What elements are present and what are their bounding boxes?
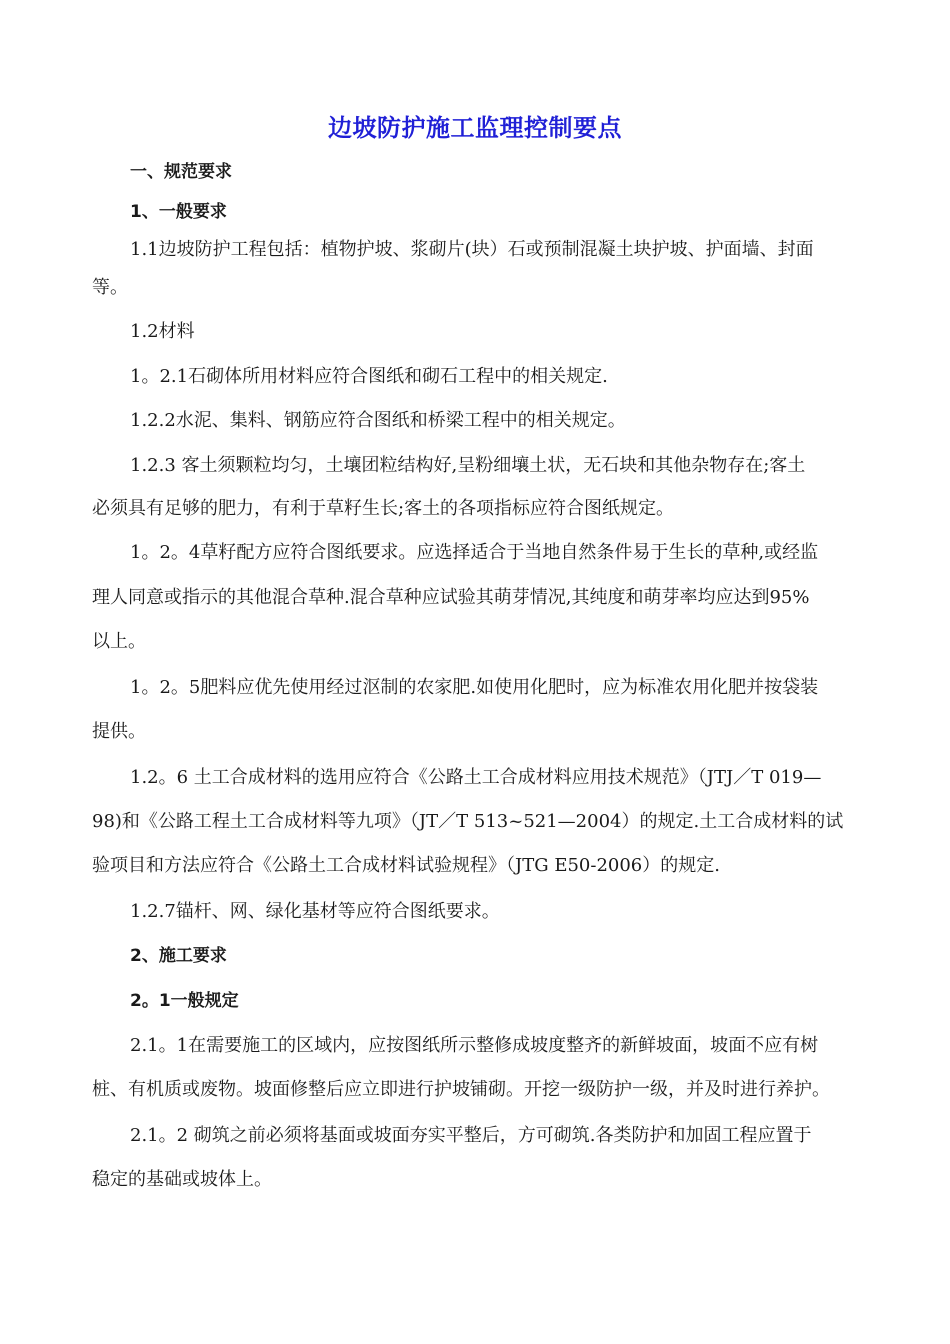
paragraph-line: 桩、有机质或废物。坡面修整后应立即进行护坡铺砌。开挖一级防护一级，并及时进行养护。 xyxy=(92,1079,830,1100)
paragraph-line: 2.1。1在需要施工的区域内，应按图纸所示整修成坡度整齐的新鲜坡面，坡面不应有树 xyxy=(130,1035,819,1056)
paragraph-line: 1.2材料 xyxy=(130,321,195,342)
section-heading: 一、规范要求 xyxy=(130,162,232,182)
paragraph-line: 1.2.7锚杆、网、绿化基材等应符合图纸要求。 xyxy=(130,901,500,922)
paragraph-line: 1.1边坡防护工程包括：植物护坡、浆砌片(块）石或预制混凝土块护坡、护面墙、封面 xyxy=(130,239,814,260)
subsection-heading: 2。1一般规定 xyxy=(130,991,239,1011)
paragraph-line: 稳定的基础或坡体上。 xyxy=(92,1169,272,1190)
paragraph-line: 98)和《公路工程土工合成材料等九项》（JT／T 513~521—2004）的规定.土工合成材料的试 xyxy=(92,811,844,832)
paragraph-line: 提供。 xyxy=(92,721,146,742)
subsection-heading: 1、一般要求 xyxy=(130,202,227,222)
paragraph-line: 1。2.1石砌体所用材料应符合图纸和砌石工程中的相关规定. xyxy=(130,366,608,387)
paragraph-line: 1.2.2水泥、集料、钢筋应符合图纸和桥梁工程中的相关规定。 xyxy=(130,410,626,431)
paragraph-line: 必须具有足够的肥力，有利于草籽生长;客土的各项指标应符合图纸规定。 xyxy=(92,498,675,519)
paragraph-line: 1。2。5肥料应优先使用经过沤制的农家肥.如使用化肥时，应为标准农用化肥并按袋装 xyxy=(130,677,819,698)
subsection-heading: 2、施工要求 xyxy=(130,946,227,966)
paragraph-line: 1。2。4草籽配方应符合图纸要求。应选择适合于当地自然条件易于生长的草种,或经监 xyxy=(130,542,819,563)
paragraph-line: 验项目和方法应符合《公路土工合成材料试验规程》（JTG E50-2006）的规定. xyxy=(92,855,720,876)
document-title: 边坡防护施工监理控制要点 xyxy=(328,114,622,142)
paragraph-line: 以上。 xyxy=(92,631,146,652)
paragraph-line: 1.2。6 土工合成材料的选用应符合《公路土工合成材料应用技术规范》（JTJ／T 019— xyxy=(130,767,822,788)
paragraph-line: 等。 xyxy=(92,277,128,298)
paragraph-line: 2.1。2 砌筑之前必须将基面或坡面夯实平整后，方可砌筑.各类防护和加固工程应置于 xyxy=(130,1125,812,1146)
paragraph-line: 1.2.3 客土须颗粒均匀，土壤团粒结构好,呈粉细壤土状，无石块和其他杂物存在;客土 xyxy=(130,455,806,476)
paragraph-line: 理人同意或指示的其他混合草种.混合草种应试验其萌芽情况,其纯度和萌芽率均应达到95% xyxy=(92,587,810,608)
